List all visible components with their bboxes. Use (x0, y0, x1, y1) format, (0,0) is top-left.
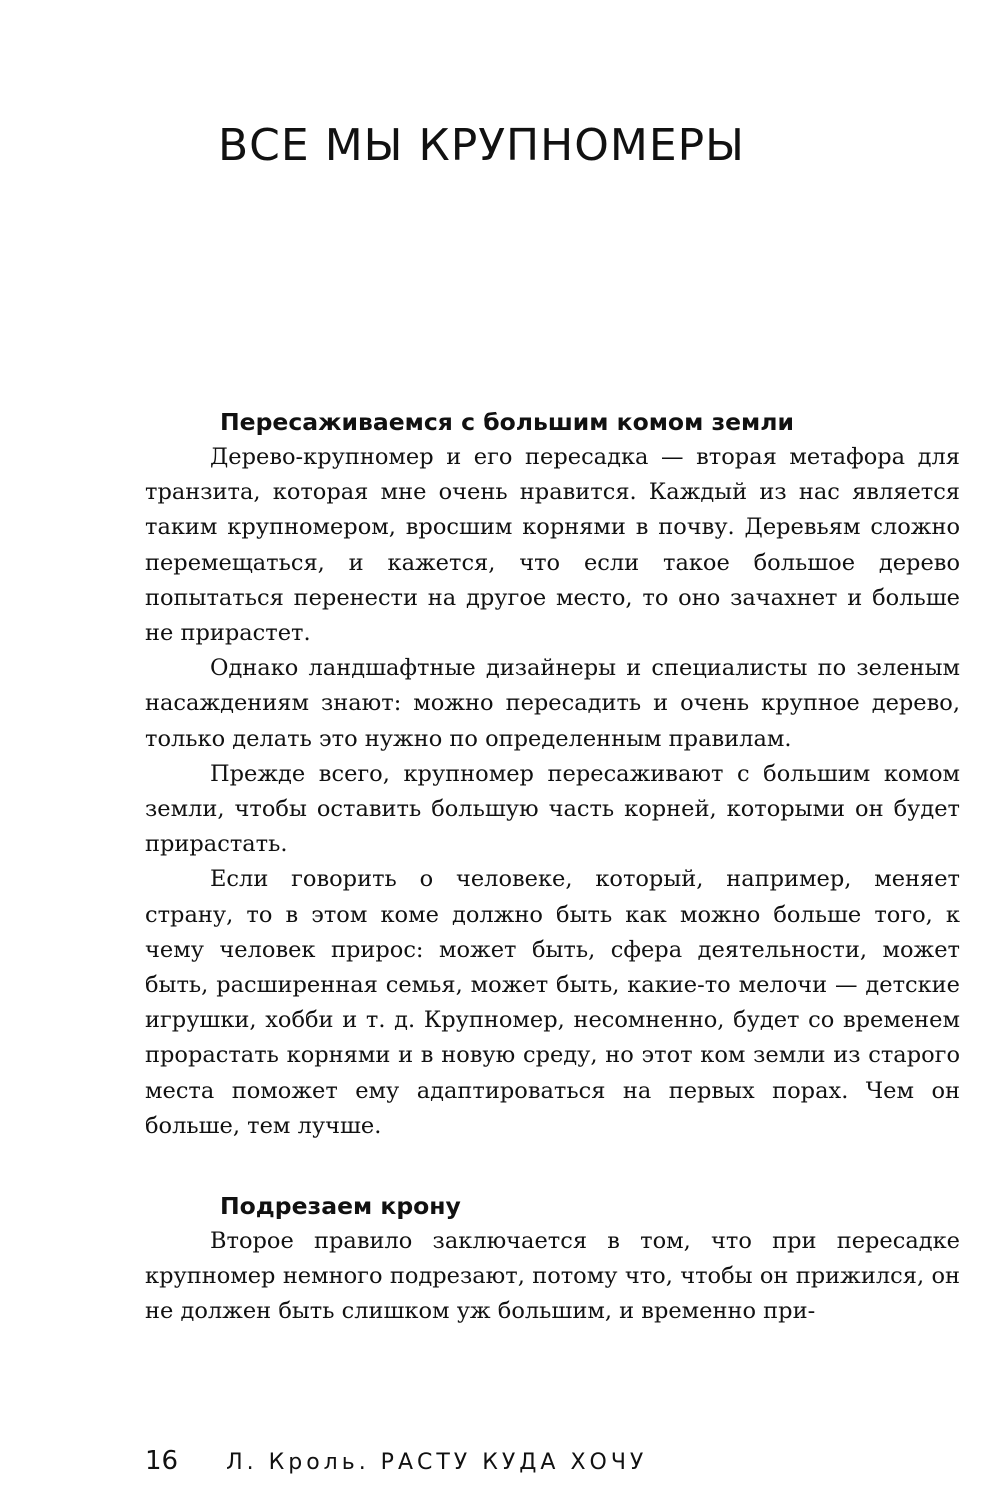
paragraph: Однако ландшафтные дизайнеры и специалисты по зеленым насаждениям знают: можно пересадить и очень крупное дерево, только делать это нужно по определенным правилам. (145, 655, 960, 752)
running-head: Л. Кроль. РАСТУ КУДА ХОЧУ (226, 1450, 648, 1475)
paragraph: Дерево-крупномер и его пересадка — вторая метафора для транзита, которая мне очень нравится. Каждый из нас является таким крупномером, вросшим корнями в почву. Деревьям сложно перемещаться, и кажется, что если такое большое дерево попытаться перенести на другое место, то оно зачахнет и больше не прирастет. (145, 444, 960, 647)
page-number: 16 (145, 1446, 179, 1476)
page-footer (145, 1448, 647, 1474)
paragraph: Прежде всего, крупномер пересаживают с большим комом земли, чтобы оставить большую часть корней, которыми он будет прирастать. (145, 760, 960, 858)
paragraph: Второе правило заключается в том, что при пересадке крупномер немного подрезают, потому что, чтобы он прижился, он не должен быть слишком уж большим, и временно при- (145, 1228, 960, 1325)
section-trimming-crown (145, 1188, 960, 1330)
chapter-title: ВСЕ МЫ КРУПНОМЕРЫ (218, 120, 745, 171)
section-replanting-with-soil (145, 404, 960, 1144)
paragraph: Если говорить о человеке, который, например, меняет страну, то в этом коме должно быть как можно больше того, к чему человек прирос: может быть, сфера деятельности, может быть, расширенная семья, может быть, какие-то мелочи — детские игрушки, хобби и т. д. Крупномер, несомненно, будет со временем прорастать корнями и в новую среду, но этот ком земли из старого места поможет ему адаптироваться на первых порах. Чем он больше, тем лучше. (145, 866, 960, 1139)
section-heading: Пересаживаемся с большим комом земли (220, 408, 794, 436)
section-heading: Подрезаем крону (220, 1192, 461, 1220)
